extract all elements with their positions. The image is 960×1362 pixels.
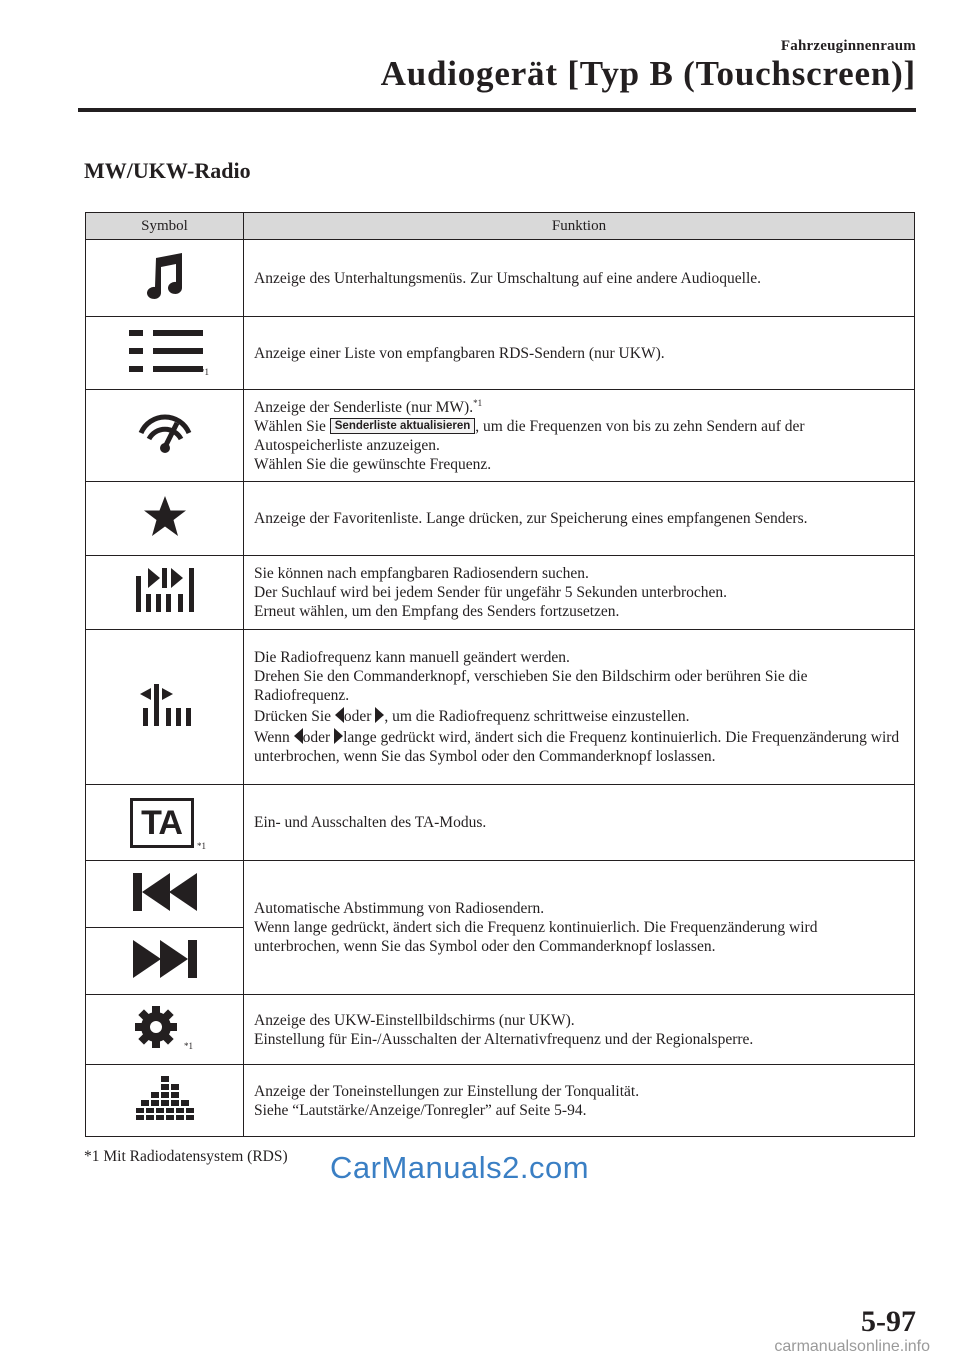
page-number: 5-97 [861, 1305, 916, 1338]
function-line: Erneut wählen, um den Empfang des Senders fortzusetzen. [254, 603, 620, 620]
symbol-cell [86, 390, 244, 482]
equalizer-icon [135, 1074, 195, 1122]
header-rule [78, 108, 916, 112]
skip-forward-icon [132, 939, 198, 979]
symbol-cell [86, 995, 244, 1065]
function-line: lange gedrückt wird, ändert sich die Frequenz kontinuierlich. Die Frequenzänderung wird unterbrochen, wenn Sie das Symbol oder den Commanderknopf loslassen. [254, 729, 900, 765]
function-line: Anzeige der Toneinstellungen zur Einstellung der Tonqualität. [254, 1082, 640, 1100]
symbol-cell [86, 861, 244, 928]
function-line: Automatische Abstimmung von Radiosendern. [254, 900, 545, 917]
table-row [86, 861, 915, 928]
function-line: Drehen Sie den Commanderknopf, verschieben Sie den Bildschirm oder berühren Sie die Radiofrequenz. [254, 668, 808, 704]
table-row [86, 317, 915, 390]
table-row [86, 482, 915, 556]
function-cell [244, 995, 915, 1065]
function-cell [244, 630, 915, 785]
symbol-function-table [85, 212, 915, 1137]
symbol-cell [86, 785, 244, 861]
function-cell [244, 1065, 915, 1137]
header-title: Audiogerät [Typ B (Touchscreen)] [380, 54, 916, 93]
column-header-function: Funktion [244, 213, 915, 240]
function-cell: Anzeige des Unterhaltungsmenüs. Zur Umschaltung auf eine andere Audioquelle. [244, 240, 915, 317]
function-cell [244, 390, 915, 482]
section-title: MW/UKW-Radio [84, 158, 251, 183]
arrow-left-icon [294, 728, 303, 744]
gauge-antenna-icon [137, 411, 193, 455]
skip-back-icon [132, 872, 198, 912]
symbol-cell [86, 630, 244, 785]
function-line: oder [343, 708, 376, 725]
music-note-icon [142, 252, 188, 300]
footnote-mark: *1 [473, 397, 483, 408]
function-line: Wählen Sie die gewünschte Frequenz. [254, 455, 492, 473]
watermark-logo: CarManuals2.com [330, 1150, 590, 1185]
function-cell [244, 861, 915, 995]
update-station-list-button[interactable]: Senderliste aktualisieren [330, 418, 476, 434]
function-line: , um die Frequenzen von bis zu zehn Sendern auf der Autospeicherliste anzuzeigen. [254, 417, 805, 454]
site-watermark: carmanualsonline.info [774, 1338, 930, 1355]
table-header-row [86, 213, 915, 240]
function-line: Wenn [254, 729, 294, 746]
function-line: Anzeige des UKW-Einstellbildschirms (nur UKW). [254, 1011, 575, 1029]
function-line: , um die Radiofrequenz schrittweise einzustellen. [384, 708, 690, 725]
function-line: oder [302, 729, 335, 746]
function-line: Der Suchlauf wird bei jedem Sender für ungefähr 5 Sekunden unterbrochen. [254, 584, 728, 601]
table-row [86, 1065, 915, 1137]
table-row [86, 630, 915, 785]
function-line: Anzeige der Senderliste (nur MW). [254, 398, 474, 416]
symbol-cell [86, 317, 244, 390]
function-cell: Anzeige einer Liste von empfangbaren RDS-Sendern (nur UKW). [244, 317, 915, 390]
header-section: Fahrzeuginnenraum [780, 38, 916, 54]
function-line: Wählen Sie [254, 417, 330, 435]
symbol-cell [86, 1065, 244, 1137]
tune-icon [139, 682, 191, 728]
arrow-left-icon [335, 707, 344, 723]
table-row [86, 556, 915, 630]
icon-footnote-mark: *1 [197, 841, 206, 851]
icon-footnote-mark: *1 [184, 1041, 193, 1051]
function-line: Siehe “Lautstärke/Anzeige/Tonregler” auf Seite 5-94. [254, 1101, 587, 1119]
footnote: *1 Mit Radiodatensystem (RDS) [84, 1148, 288, 1165]
function-cell: Ein- und Ausschalten des TA-Modus. [244, 785, 915, 861]
table-row [86, 785, 915, 861]
function-line: Einstellung für Ein-/Ausschalten der Alternativfrequenz und der Regionalsperre. [254, 1030, 754, 1048]
function-line: Sie können nach empfangbaren Radiosendern suchen. [254, 565, 589, 582]
symbol-cell [86, 240, 244, 317]
function-cell: Anzeige der Favoritenliste. Lange drücken, zur Speicherung eines empfangenen Senders. [244, 482, 915, 556]
table-row [86, 995, 915, 1065]
arrow-right-icon [334, 728, 343, 744]
function-line: Drücken Sie [254, 708, 335, 725]
ta-icon: TA [130, 798, 194, 848]
column-header-symbol: Symbol [86, 213, 244, 240]
scan-icon [134, 566, 196, 614]
function-line: Die Radiofrequenz kann manuell geändert werden. [254, 649, 570, 666]
arrow-right-icon [375, 707, 384, 723]
gear-icon [134, 1005, 178, 1049]
symbol-cell [86, 928, 244, 995]
list-icon [125, 326, 205, 376]
symbol-cell [86, 482, 244, 556]
symbol-cell [86, 556, 244, 630]
table-row [86, 240, 915, 317]
icon-footnote-mark: *1 [200, 367, 209, 377]
table-row [86, 390, 915, 482]
function-cell [244, 556, 915, 630]
function-line: Wenn lange gedrückt, ändert sich die Frequenz kontinuierlich. Die Frequenzänderung wird unterbrochen, wenn Sie das Symbol oder den Commanderknopf loslassen. [254, 919, 818, 955]
star-icon [143, 495, 187, 537]
